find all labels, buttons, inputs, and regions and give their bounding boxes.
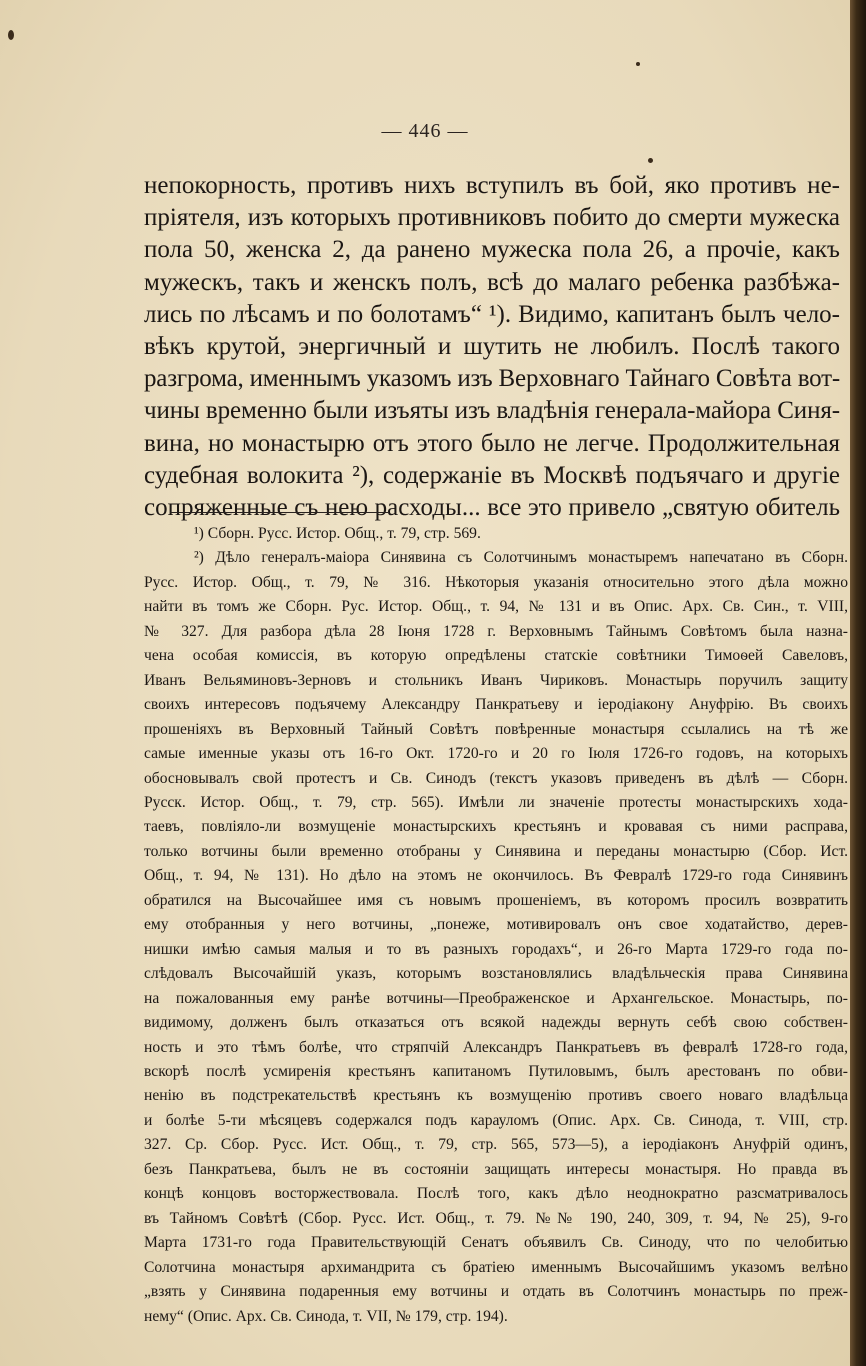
footnote-line: Общ., т. 94, № 131). Но дѣло на этомъ не окончилось. Въ Февралѣ 1729-го года Синявинъ — [144, 867, 848, 885]
main-line: чины временно были изъяты изъ владѣнія генерала-майора Синя- — [144, 397, 840, 425]
page-number: — 446 — — [381, 120, 469, 142]
main-line: пріятеля, изъ которыхъ противниковъ побито до смерти мужеска — [144, 204, 840, 232]
main-line: вина, но монастырю отъ этого было не легче. Продолжительная — [144, 429, 840, 457]
footnote-line: на пожалованныя ему ранѣе вотчины—Преображенское и Архангельское. Монастырь, по- — [144, 989, 848, 1007]
main-text — [144, 170, 840, 524]
footnote-line: чена особая комиссія, въ которую опредѣлены статскіе совѣтники Тимоѳей Савеловъ, — [144, 647, 848, 665]
ink-speck — [636, 62, 640, 66]
footnote-line: Иванъ Вельяминовъ-Зерновъ и стольникъ Иванъ Чириковъ. Монастырь поручилъ защиту — [144, 671, 848, 689]
footnote-line: только вотчины были временно отобраны у Синявина и переданы монастырю (Сбор. Ист. — [144, 842, 848, 860]
ink-speck — [648, 158, 653, 163]
footnote-line: Русс. Истор. Общ., т. 79, № 316. Нѣкоторыя указанія относительно этого дѣла можно — [144, 573, 848, 591]
main-line: сопряженные съ нею расходы... все это привело „святую обитель — [144, 494, 840, 522]
page-edge — [850, 0, 866, 1366]
footnote-line: „взять у Синявина подаренныя ему вотчины и отдать въ Солотчинъ монастырь по преж- — [144, 1283, 848, 1301]
footnote-line: безъ Панкратьева, былъ не въ состояніи защищать интересы монастыря. Но правда въ — [144, 1160, 848, 1178]
footnote-line: ненію въ подстрекательствѣ крестьянъ къ возмущенію противъ своего новаго владѣльца — [144, 1087, 848, 1105]
main-line: мужескъ, такъ и женскъ полъ, всѣ до малаго ребенка разбѣжа- — [144, 268, 840, 296]
footnote-line: ²) Дѣло генералъ-маіора Синявина съ Солотчинымъ монастыремъ напечатано въ Сборн. — [194, 549, 848, 567]
footnote-line: видимому, долженъ былъ отказаться отъ всякой надежды вернуть себѣ свою собствен- — [144, 1014, 848, 1032]
footnote-line: и болѣе 5-ти мѣсяцевъ содержался подъ карауломъ (Опис. Арх. Св. Синода, т. VIII, стр. — [144, 1111, 848, 1129]
footnote-line: ¹) Сборн. Русс. Истор. Общ., т. 79, стр. 569. — [194, 525, 481, 542]
footnote-line: вскорѣ послѣ усмиренія крестьянъ капитаномъ Путиловымъ, былъ арестованъ по обви- — [144, 1062, 848, 1080]
footnote-line: таевъ, повліяло-ли возмущеніе монастырскихъ крестьянъ и кровавая съ ними расправа, — [144, 818, 848, 836]
main-line: лись по лѣсамъ и по болотамъ“ ¹). Видимо, капитанъ былъ чело- — [144, 300, 840, 328]
footnote-line: ность и это тѣмъ болѣе, что стряпчій Александръ Панкратьевъ въ февралѣ 1728-го года, — [144, 1038, 848, 1056]
footnote-line: найти въ томъ же Сборн. Рус. Истор. Общ., т. 94, № 131 и въ Опис. Арх. Св. Син., т. VIII, — [144, 598, 848, 616]
footnote-line: обосновывалъ свой протестъ и Св. Синодъ (текстъ указовъ приведенъ въ дѣлѣ — Сборн. — [144, 769, 848, 787]
footnote-line: прошеніяхъ въ Верховный Тайный Совѣтъ повѣренные монастыря ссылались на тѣ же — [144, 720, 848, 738]
footnote-line: ему отобранныя у него вотчины, „понеже, мотивировалъ онъ свое ходатайство, дерев- — [144, 916, 848, 934]
main-line: пола 50, женска 2, да ранено мужеска пола 26, а прочіе, какъ — [144, 236, 840, 264]
footnote-separator — [170, 512, 388, 513]
main-line: вѣкъ крутой, энергичный и шутить не любилъ. Послѣ такого — [144, 333, 840, 361]
footnote-line: концѣ концовъ восторжествовала. Послѣ того, какъ дѣло неоднократно разсматривалось — [144, 1185, 848, 1203]
footnote-line: въ Тайномъ Совѣтѣ (Сбор. Русс. Ист. Общ., т. 79. №№ 190, 240, 309, т. 94, № 25), 9-го — [144, 1209, 848, 1227]
footnotes — [144, 522, 848, 1329]
ink-speck — [8, 30, 14, 40]
main-line: разгрома, именнымъ указомъ изъ Верховнаго Тайнаго Совѣта вот- — [144, 365, 840, 393]
main-line: судебная волокита ²), содержаніе въ Москвѣ подъячаго и другіе — [144, 461, 840, 489]
footnote-line: № 327. Для разбора дѣла 28 Іюня 1728 г. Верховнымъ Тайнымъ Совѣтомъ была назна- — [144, 622, 848, 640]
footnote-line: Солотчина монастыря архимандрита съ братіею именнымъ Высочайшимъ указомъ велѣно — [144, 1258, 848, 1276]
footnote-line: самые именные указы отъ 16-го Окт. 1720-го и 20 го Іюля 1726-го годовъ, на которыхъ — [144, 745, 848, 763]
footnote-line: слѣдовалъ Высочайшій указъ, которымъ возстановлялись владѣльческія права Синявина — [144, 965, 848, 983]
footnote-line: Марта 1731-го года Правительствующій Сенатъ объявилъ Св. Синоду, что по челобитью — [144, 1234, 848, 1252]
footnote-line: нему“ (Опис. Арх. Св. Синода, т. VII, № 179, стр. 194). — [144, 1307, 508, 1325]
footnote-line: 327. Ср. Сбор. Русс. Ист. Общ., т. 79, стр. 565, 573—5), а іеродіаконъ Ануфрій одинъ, — [144, 1136, 848, 1154]
footnote-line: обратился на Высочайшее имя съ новымъ прошеніемъ, въ которомъ просилъ возвратить — [144, 891, 848, 909]
footnote-line: Русск. Истор. Общ., т. 79, стр. 565). Имѣли ли значеніе протесты монастырскихъ хода- — [144, 793, 848, 811]
main-line: непокорность, противъ нихъ вступилъ въ бой, яко противъ не- — [144, 172, 840, 199]
footnote-line: своихъ интересовъ подъячему Александру Панкратьеву и іеродіакону Ануфрію. Въ своихъ — [144, 696, 848, 714]
footnote-line: нишки имѣю самыя малыя и то въ разныхъ городахъ“, и 26-го Марта 1729-го года по- — [144, 940, 848, 958]
